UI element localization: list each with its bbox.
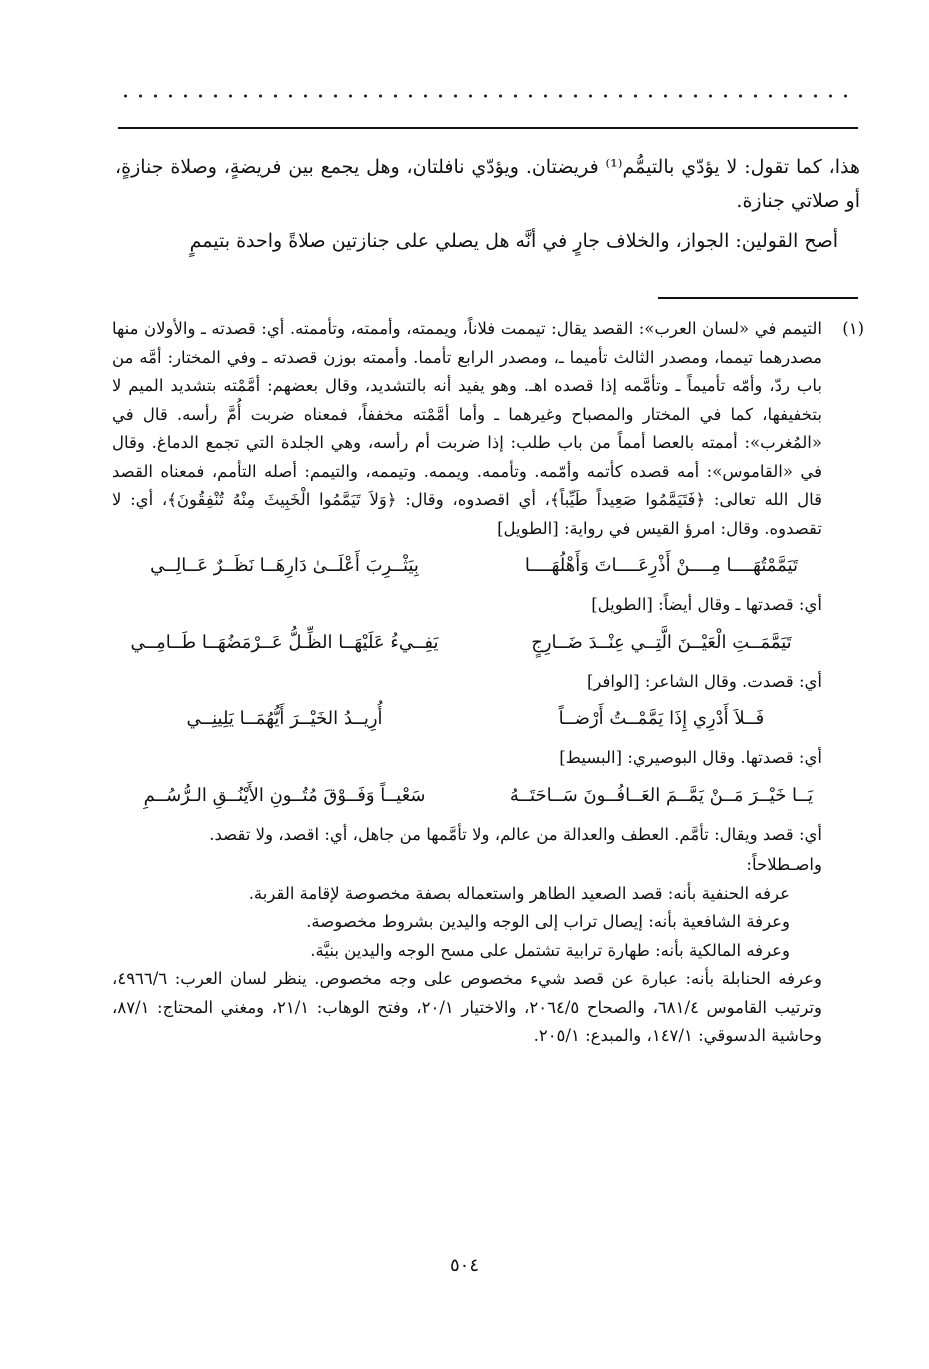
verse-4 xyxy=(112,779,822,813)
verse-2-first-hemistich: تَيَمَّمَــتِ الْعَيْــنَ الَّتِــي عِنْــدَ ضَــارِجٍ xyxy=(531,631,792,653)
verse-3-first-hemistich: فَــلاَ أَدْرِي إِذَا يَمَّمْــتُ أَرْضــاً xyxy=(558,708,765,729)
verse-1-second-hemistich: بِيَثْــرِبَ أَعْلَــىٰ دَارِهَــا نَظَــرٌ عَــالِــي xyxy=(150,555,419,576)
footnote-number: (١) xyxy=(842,319,864,338)
page-number: ٥٠٤ xyxy=(449,1255,479,1276)
verse-1-first-hemistich: تَيَمَّمْتُهَــــا مِــــنْ أَذْرِعَــــاتَ وَأَهْلُهَــــا xyxy=(524,555,799,576)
term-heading: واصـطلاحاً: xyxy=(746,855,822,874)
verse-4-second-hemistich: سَعْيــاً وَفَــوْقَ مُتُــونِ الأَيْنُــقِ الـرُّسُــمِ xyxy=(143,784,426,806)
verse-1 xyxy=(112,549,822,583)
verse-3-second-hemistich: أُرِيــدُ الخَيْــرَ أَيُّهُمَــا يَلِينِــي xyxy=(186,708,383,729)
verse-3 xyxy=(112,702,822,736)
main-paragraph-2: أصح القولين: الجواز، والخلاف جارٍ في أنَّه هل يصلي على جنازتين صلاةً واحدة بتيممٍ xyxy=(189,230,838,252)
footnote-separator xyxy=(658,297,858,299)
verse-2 xyxy=(112,626,822,660)
header-dotted-line xyxy=(118,92,858,100)
footnote-text-4: أي: قصدتها. وقال البوصيري: [البسيط] xyxy=(559,748,822,767)
main-text xyxy=(115,150,860,258)
verse-2-second-hemistich: يَفِــيءُ عَلَيْهَــا الظِّـلُّ عَــرْمَضُهَــا طَــامِــي xyxy=(130,631,439,653)
footnote-text-3: أي: قصدت. وقال الشاعر: [الوافر] xyxy=(587,671,822,691)
header-rule xyxy=(118,127,858,129)
footnote-body xyxy=(112,315,822,1051)
footnote-text-5: أي: قصد ويقال: تأمَّم. العطف والعدالة من عالم، ولا تأمَّمها من جاهل، أي: اقصد، ولا تقصد. xyxy=(209,824,822,844)
definition-hanafi: عرفه الحنفية بأنه: قصد الصعيد الطاهر واستعماله بصفة مخصوصة لإقامة القربة. xyxy=(248,883,790,903)
footnote-text-1: التيمم في «لسان العرب»: القصد يقال: تيممت فلاناً، ويممته، وأممته، وتأممته. أي: قصدته ـ والأولان منها مصدرهما تيمما، ومصدر الثالث تأميما ـ، ومصدر الرابع تأمما. وأممته بوزن قصدته ـ وفي المختار: أمَّه من باب ردّ، وأمّه تأميماً ـ وتأمَّمه إذا قصده اهـ. وهو يفيد أنه بالتشديد، وقال بعضهم: أمَّمْته بتشديد الميم لا بتخفيفها، كما في المختار والمصباح وغيرهما ـ وأما أمَّمْته مخففاً، فمعناه ضربت أُمَّ رأسه. قال في «المُغرب»: أممته بالعصا أمماً من باب طلب: إذا ضربت أم رأسه، وهي الجلدة التي تجمع الدماغ. وقال في «القاموس»: أمه قصده كأتمه وأمّمه. وتأممه. ويممه. وتيممه، والتيمم: أصله التأمم، فمعناه القصد قال الله تعالى: ﴿فَتَيَمَّمُوا صَعِيداً طَيِّباً﴾، أي اقصدوه، وقال: ﴿وَلاَ تَيَمَّمُوا الْخَبِيثَ مِنْهُ تُنْفِقُونَ﴾، أي: لا تقصدوه. وقال: امرؤ القيس في رواية: [الطويل] xyxy=(112,319,822,538)
definitions xyxy=(112,851,822,1051)
definition-shafii: وعرفة الشافعية بأنه: إيصال تراب إلى الوجه واليدين بشروط مخصوصة. xyxy=(306,912,790,931)
footnote-text-2: أي: قصدتها ـ وقال أيضاً: [الطويل] xyxy=(591,595,822,614)
definition-hanbali: وعرفه الحنابلة بأنه: عبارة عن قصد شيء مخصوص على وجه مخصوص. ينظر لسان العرب: ٤٩٦٦/٦، وترتيب القاموس ٦٨١/٤، والصحاح ٢٠٦٤/٥، والاختيار ٢٠/١، وفتح الوهاب: ٢١/١، ومغني المحتاج: ٨٧/١، وحاشية الدسوقي: ١٤٧/١، والمبدع: ٢٠٥/١. xyxy=(112,969,822,1045)
footnote-1 xyxy=(112,315,864,1051)
verse-4-first-hemistich: يَــا خَيْــرَ مَــنْ يَمَّــمَ العَــافُــونَ سَــاحَتَــهُ xyxy=(509,784,814,806)
definition-maliki: وعرفه المالكية بأنه: طهارة ترابية تشتمل على مسح الوجه واليدين بنيَّة. xyxy=(310,940,790,960)
main-paragraph-1: هذا، كما تقول: لا يؤدّي بالتيمُّم⁽¹⁾ فريضتان. ويؤدّي نافلتان، وهل يجمع بين فريضةٍ، وصلاة جنازةٍ، أو صلاتي جنازة. xyxy=(115,156,860,212)
footnotes xyxy=(112,315,864,1051)
